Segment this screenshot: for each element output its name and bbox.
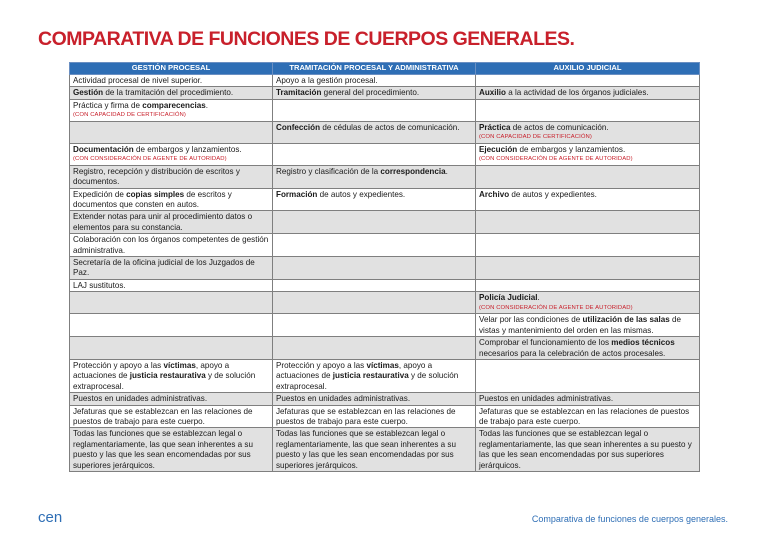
table-cell: Documentación de embargos y lanzamientos. (CON CONSIDERACIÓN DE AGENTE DE AUTORIDAD) — [70, 143, 273, 165]
table-row — [70, 121, 700, 143]
table-cell: Tramitación general del procedimiento. — [273, 87, 476, 99]
table-row — [70, 99, 700, 121]
table-cell — [476, 359, 700, 392]
table-cell — [273, 257, 476, 280]
table-row — [70, 292, 700, 314]
table-cell — [273, 279, 476, 291]
table-cell: Expedición de copias simples de escritos y documentos que consten en autos. — [70, 188, 273, 211]
table-row — [70, 337, 700, 360]
table-cell — [70, 121, 273, 143]
table-cell: Protección y apoyo a las víctimas, apoyo a actuaciones de justicia restaurativa y de solución extraprocesal. — [70, 359, 273, 392]
table-cell: Registro y clasificación de la correspondencia. — [273, 165, 476, 188]
note-text: (CON CONSIDERACIÓN DE AGENTE DE AUTORIDAD) — [479, 304, 633, 311]
table-row — [70, 428, 700, 472]
table-cell: Ejecución de embargos y lanzamientos. (CON CONSIDERACIÓN DE AGENTE DE AUTORIDAD) — [476, 143, 700, 165]
table-row — [70, 143, 700, 165]
table-cell — [476, 165, 700, 188]
table-cell: Colaboración con los órganos competentes de gestión administrativa. — [70, 234, 273, 257]
table-row — [70, 257, 700, 280]
table-cell: Jefaturas que se establezcan en las relaciones de puestos de trabajo para este cuerpo. — [70, 405, 273, 428]
table-cell: Práctica de actos de comunicación. (CON CAPACIDAD DE CERTIFICACIÓN) — [476, 121, 700, 143]
table-cell — [476, 99, 700, 121]
table-cell: Jefaturas que se establezcan en las relaciones de puestos de trabajo para este cuerpo. — [476, 405, 700, 428]
table-row — [70, 234, 700, 257]
table-cell — [476, 234, 700, 257]
table-cell — [273, 99, 476, 121]
table-row — [70, 188, 700, 211]
table-cell: Comprobar el funcionamiento de los medios técnicos necesarios para la celebración de actos procesales. — [476, 337, 700, 360]
table-cell: Velar por las condiciones de utilización de las salas de vistas y mantenimiento del orden en las mismas. — [476, 314, 700, 337]
table-cell — [273, 337, 476, 360]
table-cell: Protección y apoyo a las víctimas, apoyo a actuaciones de justicia restaurativa y de solución extraprocesal. — [273, 359, 476, 392]
table-cell — [70, 292, 273, 314]
table-cell: Todas las funciones que se establezcan legal o reglamentariamente, las que sean inherentes a su puesto y las que les sean encomendadas por sus superiores jerárquicos. — [70, 428, 273, 472]
table-cell — [273, 314, 476, 337]
table-cell: Archivo de autos y expedientes. — [476, 188, 700, 211]
table-cell: Jefaturas que se establezcan en las relaciones de puestos de trabajo para este cuerpo. — [273, 405, 476, 428]
table-header-row — [70, 63, 700, 75]
table-cell: Apoyo a la gestión procesal. — [273, 75, 476, 87]
header-gestion: GESTIÓN PROCESAL — [70, 63, 273, 75]
table-row — [70, 211, 700, 234]
table-cell: Todas las funciones que se establezcan legal o reglamentariamente, las que sean inherentes a su puesto y las que les sean encomendadas por sus superiores jerárquicos. — [476, 428, 700, 472]
table-cell: Confección de cédulas de actos de comunicación. — [273, 121, 476, 143]
table-row — [70, 359, 700, 392]
note-text: (CON CAPACIDAD DE CERTIFICACIÓN) — [73, 112, 186, 119]
footer-text: Comparativa de funciones de cuerpos generales. — [531, 514, 728, 524]
page-title: COMPARATIVA DE FUNCIONES DE CUERPOS GENERALES. — [38, 28, 575, 50]
table-cell: Práctica y firma de comparecencias. (CON CAPACIDAD DE CERTIFICACIÓN) — [70, 99, 273, 121]
table-cell: Policía Judicial. (CON CONSIDERACIÓN DE AGENTE DE AUTORIDAD) — [476, 292, 700, 314]
table-cell — [476, 279, 700, 291]
table-row — [70, 393, 700, 405]
table-cell: Extender notas para unir al procedimiento datos o elementos para su constancia. — [70, 211, 273, 234]
note-text: (CON CONSIDERACIÓN DE AGENTE DE AUTORIDAD) — [479, 156, 633, 163]
note-text: (CON CONSIDERACIÓN DE AGENTE DE AUTORIDAD) — [73, 156, 227, 163]
table-row — [70, 279, 700, 291]
table-cell — [70, 337, 273, 360]
table-row — [70, 314, 700, 337]
table-cell — [476, 257, 700, 280]
table-row — [70, 87, 700, 99]
table-cell: Secretaría de la oficina judicial de los Juzgados de Paz. — [70, 257, 273, 280]
table-cell — [273, 143, 476, 165]
table-cell — [476, 211, 700, 234]
table-cell — [70, 314, 273, 337]
header-auxilio: AUXILIO JUDICIAL — [476, 63, 700, 75]
table-cell — [273, 292, 476, 314]
table-row — [70, 75, 700, 87]
comparison-table — [69, 62, 700, 472]
table-cell: Registro, recepción y distribución de escritos y documentos. — [70, 165, 273, 188]
table-cell — [273, 234, 476, 257]
table-row — [70, 165, 700, 188]
table-cell: Puestos en unidades administrativas. — [70, 393, 273, 405]
table-cell: Formación de autos y expedientes. — [273, 188, 476, 211]
cen-logo — [38, 508, 74, 526]
table-row — [70, 405, 700, 428]
table-cell — [476, 75, 700, 87]
logo-text: cen — [38, 509, 63, 526]
note-text: (CON CAPACIDAD DE CERTIFICACIÓN) — [479, 134, 592, 141]
table-cell — [273, 211, 476, 234]
table-cell: LAJ sustitutos. — [70, 279, 273, 291]
table-cell: Auxilio a la actividad de los órganos judiciales. — [476, 87, 700, 99]
table-cell: Gestión de la tramitación del procedimiento. — [70, 87, 273, 99]
header-tramitacion: TRAMITACIÓN PROCESAL Y ADMINISTRATIVA — [273, 63, 476, 75]
table-cell: Puestos en unidades administrativas. — [476, 393, 700, 405]
table-cell: Actividad procesal de nivel superior. — [70, 75, 273, 87]
table-cell: Todas las funciones que se establezcan legal o reglamentariamente, las que sean inherentes a su puesto y las que les sean encomendadas por sus superiores jerárquicos. — [273, 428, 476, 472]
table-cell: Puestos en unidades administrativas. — [273, 393, 476, 405]
